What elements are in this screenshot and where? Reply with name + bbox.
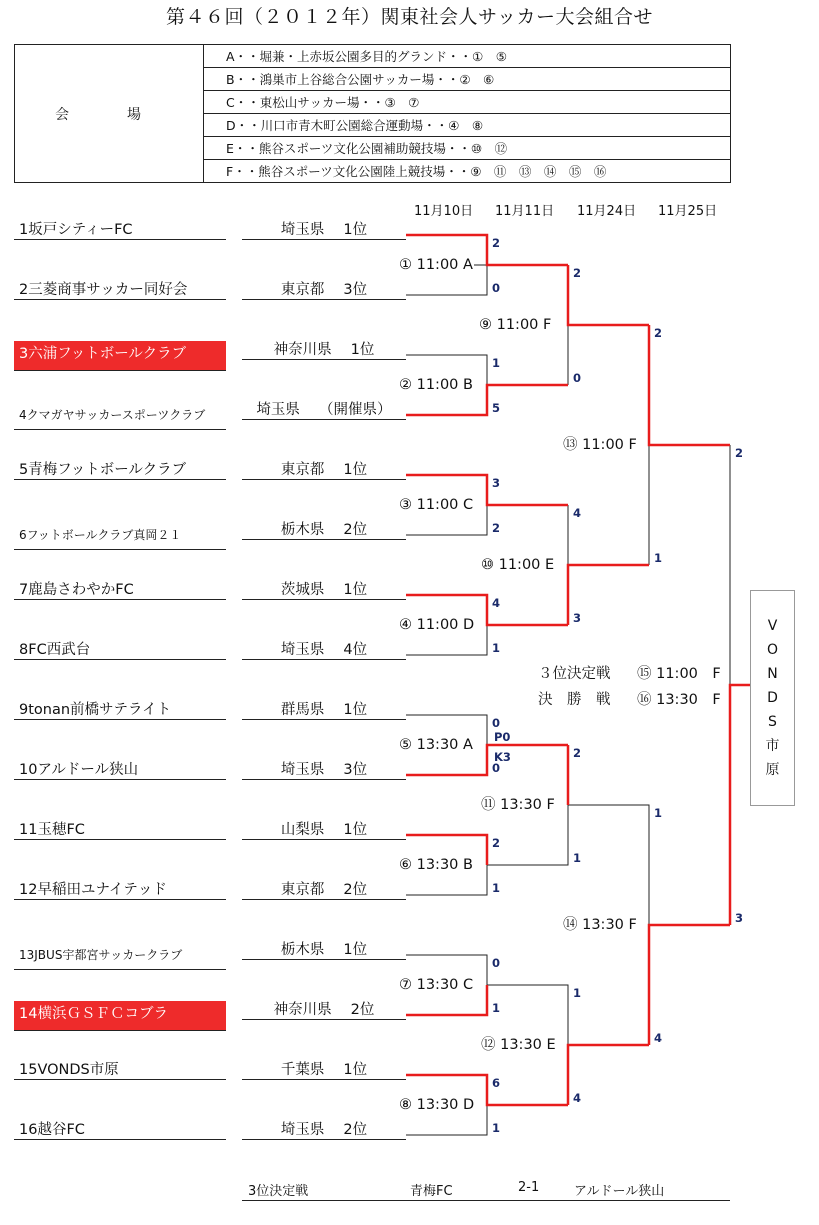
team-seed: 栃木県 1位 bbox=[242, 934, 406, 960]
score: 0 bbox=[573, 371, 582, 385]
venue-row: B・・鴻巣市上谷総合公園サッカー場・・② ⑥ bbox=[204, 68, 731, 91]
match-label: ⑤ 13:30 A bbox=[399, 737, 473, 753]
team-entry: 2三菱商事サッカー同好会 bbox=[14, 274, 226, 300]
match-label: ⑦ 13:30 C bbox=[399, 977, 474, 993]
team-seed: 埼玉県 3位 bbox=[242, 754, 406, 780]
winner-path bbox=[649, 325, 730, 445]
score: 2 bbox=[492, 521, 501, 535]
venue-row: A・・堀兼・上赤坂公園多目的グランド・・① ⑤ bbox=[204, 45, 731, 68]
team-entry: 15VONDS市原 bbox=[14, 1054, 226, 1080]
team-seed: 東京都 1位 bbox=[242, 454, 406, 480]
match-label: ⑬ 11:00 F bbox=[563, 437, 637, 453]
champion-letter: N bbox=[767, 666, 778, 682]
third-place-match: ⑮ 11:00 F bbox=[637, 666, 721, 682]
score: 1 bbox=[654, 806, 663, 820]
score: 2 bbox=[573, 746, 582, 760]
venue-row: D・・川口市青木町公園総合運動場・・④ ⑧ bbox=[204, 114, 731, 137]
team-seed: 神奈川県 2位 bbox=[242, 994, 406, 1020]
page-title: 第４６回（２０１２年）関東社会人サッカー大会組合せ bbox=[165, 6, 654, 28]
team-entry: 9tonan前橋サテライト bbox=[14, 694, 226, 720]
match-label: ⑧ 13:30 D bbox=[399, 1097, 475, 1113]
team-entry: 6フットボールクラブ真岡２１ bbox=[14, 524, 226, 550]
date-round2: 11月11日 bbox=[495, 204, 555, 219]
score: 1 bbox=[492, 356, 501, 370]
score: 1 bbox=[492, 1001, 501, 1015]
team-entry: 4クマガヤサッカースポーツクラブ bbox=[14, 404, 226, 430]
date-round1: 11月10日 bbox=[414, 204, 474, 219]
score: 3 bbox=[492, 476, 501, 490]
team-seed: 山梨県 1位 bbox=[242, 814, 406, 840]
match-label: ② 11:00 B bbox=[399, 377, 473, 393]
team-seed: 群馬県 1位 bbox=[242, 694, 406, 720]
venue-label: 会 場 bbox=[15, 45, 204, 183]
team-seed: 埼玉県 1位 bbox=[242, 214, 406, 240]
final-match: ⑯ 13:30 F bbox=[637, 692, 721, 708]
score: 1 bbox=[573, 986, 582, 1000]
team-entry: 13JBUS宇都宮サッカークラブ bbox=[14, 944, 226, 970]
match-label: ① 11:00 A bbox=[399, 257, 473, 273]
match-label: ③ 11:00 C bbox=[399, 497, 474, 513]
score: 2 bbox=[492, 236, 501, 250]
score: 1 bbox=[492, 641, 501, 655]
score: 0 bbox=[492, 716, 501, 730]
champion-letter: 原 bbox=[765, 762, 780, 778]
score: 5 bbox=[492, 401, 501, 415]
score: 6 bbox=[492, 1076, 501, 1090]
pk-score: P0 bbox=[494, 730, 511, 744]
bracket-line bbox=[487, 805, 568, 865]
bracket-line bbox=[568, 805, 649, 925]
score: 0 bbox=[492, 956, 501, 970]
score: 3 bbox=[735, 911, 744, 925]
team-entry-highlighted: 14横浜ＧＳＦＣコブラ bbox=[14, 1001, 226, 1031]
score: 4 bbox=[492, 596, 501, 610]
team-seed: 神奈川県 1位 bbox=[242, 334, 406, 360]
result-winner: 青梅FC bbox=[410, 1184, 453, 1199]
champion-letter: 市 bbox=[765, 738, 780, 754]
score: 4 bbox=[573, 506, 582, 520]
score: 4 bbox=[654, 1031, 663, 1045]
team-entry: 11玉穂FC bbox=[14, 814, 226, 840]
team-seed: 埼玉県 4位 bbox=[242, 634, 406, 660]
team-seed: 東京都 2位 bbox=[242, 874, 406, 900]
third-place-label: ３位決定戦 bbox=[538, 666, 611, 682]
team-entry: 1坂戸シティーFC bbox=[14, 214, 226, 240]
score: 1 bbox=[573, 851, 582, 865]
score: 2 bbox=[573, 266, 582, 280]
result-underline bbox=[242, 1200, 730, 1201]
team-entry: 5青梅フットボールクラブ bbox=[14, 454, 226, 480]
champion-letter: O bbox=[766, 642, 779, 658]
team-seed: 埼玉県 （開催県） bbox=[242, 394, 406, 420]
match-label: ⑫ 13:30 E bbox=[481, 1037, 556, 1053]
score: 2 bbox=[654, 326, 663, 340]
match-label: ④ 11:00 D bbox=[399, 617, 475, 633]
score: 1 bbox=[492, 881, 501, 895]
date-round3: 11月24日 bbox=[577, 204, 637, 219]
result-score: 2-1 bbox=[518, 1180, 540, 1195]
match-label: ⑩ 11:00 E bbox=[481, 557, 555, 573]
champion-box bbox=[750, 590, 795, 806]
match-label: ⑭ 13:30 F bbox=[563, 917, 637, 933]
match-label: ⑥ 13:30 B bbox=[399, 857, 473, 873]
team-seed: 埼玉県 2位 bbox=[242, 1114, 406, 1140]
score: 1 bbox=[654, 551, 663, 565]
final-label: 決 勝 戦 bbox=[538, 692, 611, 708]
team-entry: 10アルドール狭山 bbox=[14, 754, 226, 780]
result-label: 3位決定戦 bbox=[248, 1184, 309, 1199]
winner-path bbox=[649, 925, 730, 1045]
champion-letter: S bbox=[768, 714, 777, 730]
venue-row: E・・熊谷スポーツ文化公園補助競技場・・⑩ ⑫ bbox=[204, 137, 731, 160]
pk-score: K3 bbox=[494, 750, 511, 764]
team-entry: 16越谷FC bbox=[14, 1114, 226, 1140]
team-seed: 栃木県 2位 bbox=[242, 514, 406, 540]
match-label: ⑨ 11:00 F bbox=[479, 317, 552, 333]
team-seed: 東京都 3位 bbox=[242, 274, 406, 300]
score: 4 bbox=[573, 1091, 582, 1105]
team-entry: 12早稲田ユナイテッド bbox=[14, 874, 226, 900]
venue-row: C・・東松山サッカー場・・③ ⑦ bbox=[204, 91, 731, 114]
date-final: 11月25日 bbox=[658, 204, 718, 219]
score: 2 bbox=[735, 446, 744, 460]
team-seed: 千葉県 1位 bbox=[242, 1054, 406, 1080]
team-entry-highlighted: 3六浦フットボールクラブ bbox=[14, 341, 226, 371]
score: 0 bbox=[492, 761, 501, 775]
champion-letter: V bbox=[767, 618, 778, 634]
venue-row: F・・熊谷スポーツ文化公園陸上競技場・・⑨ ⑪ ⑬ ⑭ ⑮ ⑯ bbox=[204, 160, 731, 183]
score: 3 bbox=[573, 611, 582, 625]
team-seed: 茨城県 1位 bbox=[242, 574, 406, 600]
result-loser: アルドール狭山 bbox=[574, 1184, 665, 1199]
score: 0 bbox=[492, 281, 501, 295]
match-label: ⑪ 13:30 F bbox=[481, 797, 555, 813]
score: 2 bbox=[492, 836, 501, 850]
winner-path bbox=[730, 685, 750, 925]
champion-letter: D bbox=[767, 690, 778, 706]
team-entry: 8FC西武台 bbox=[14, 634, 226, 660]
team-entry: 7鹿島さわやかFC bbox=[14, 574, 226, 600]
score: 1 bbox=[492, 1121, 501, 1135]
